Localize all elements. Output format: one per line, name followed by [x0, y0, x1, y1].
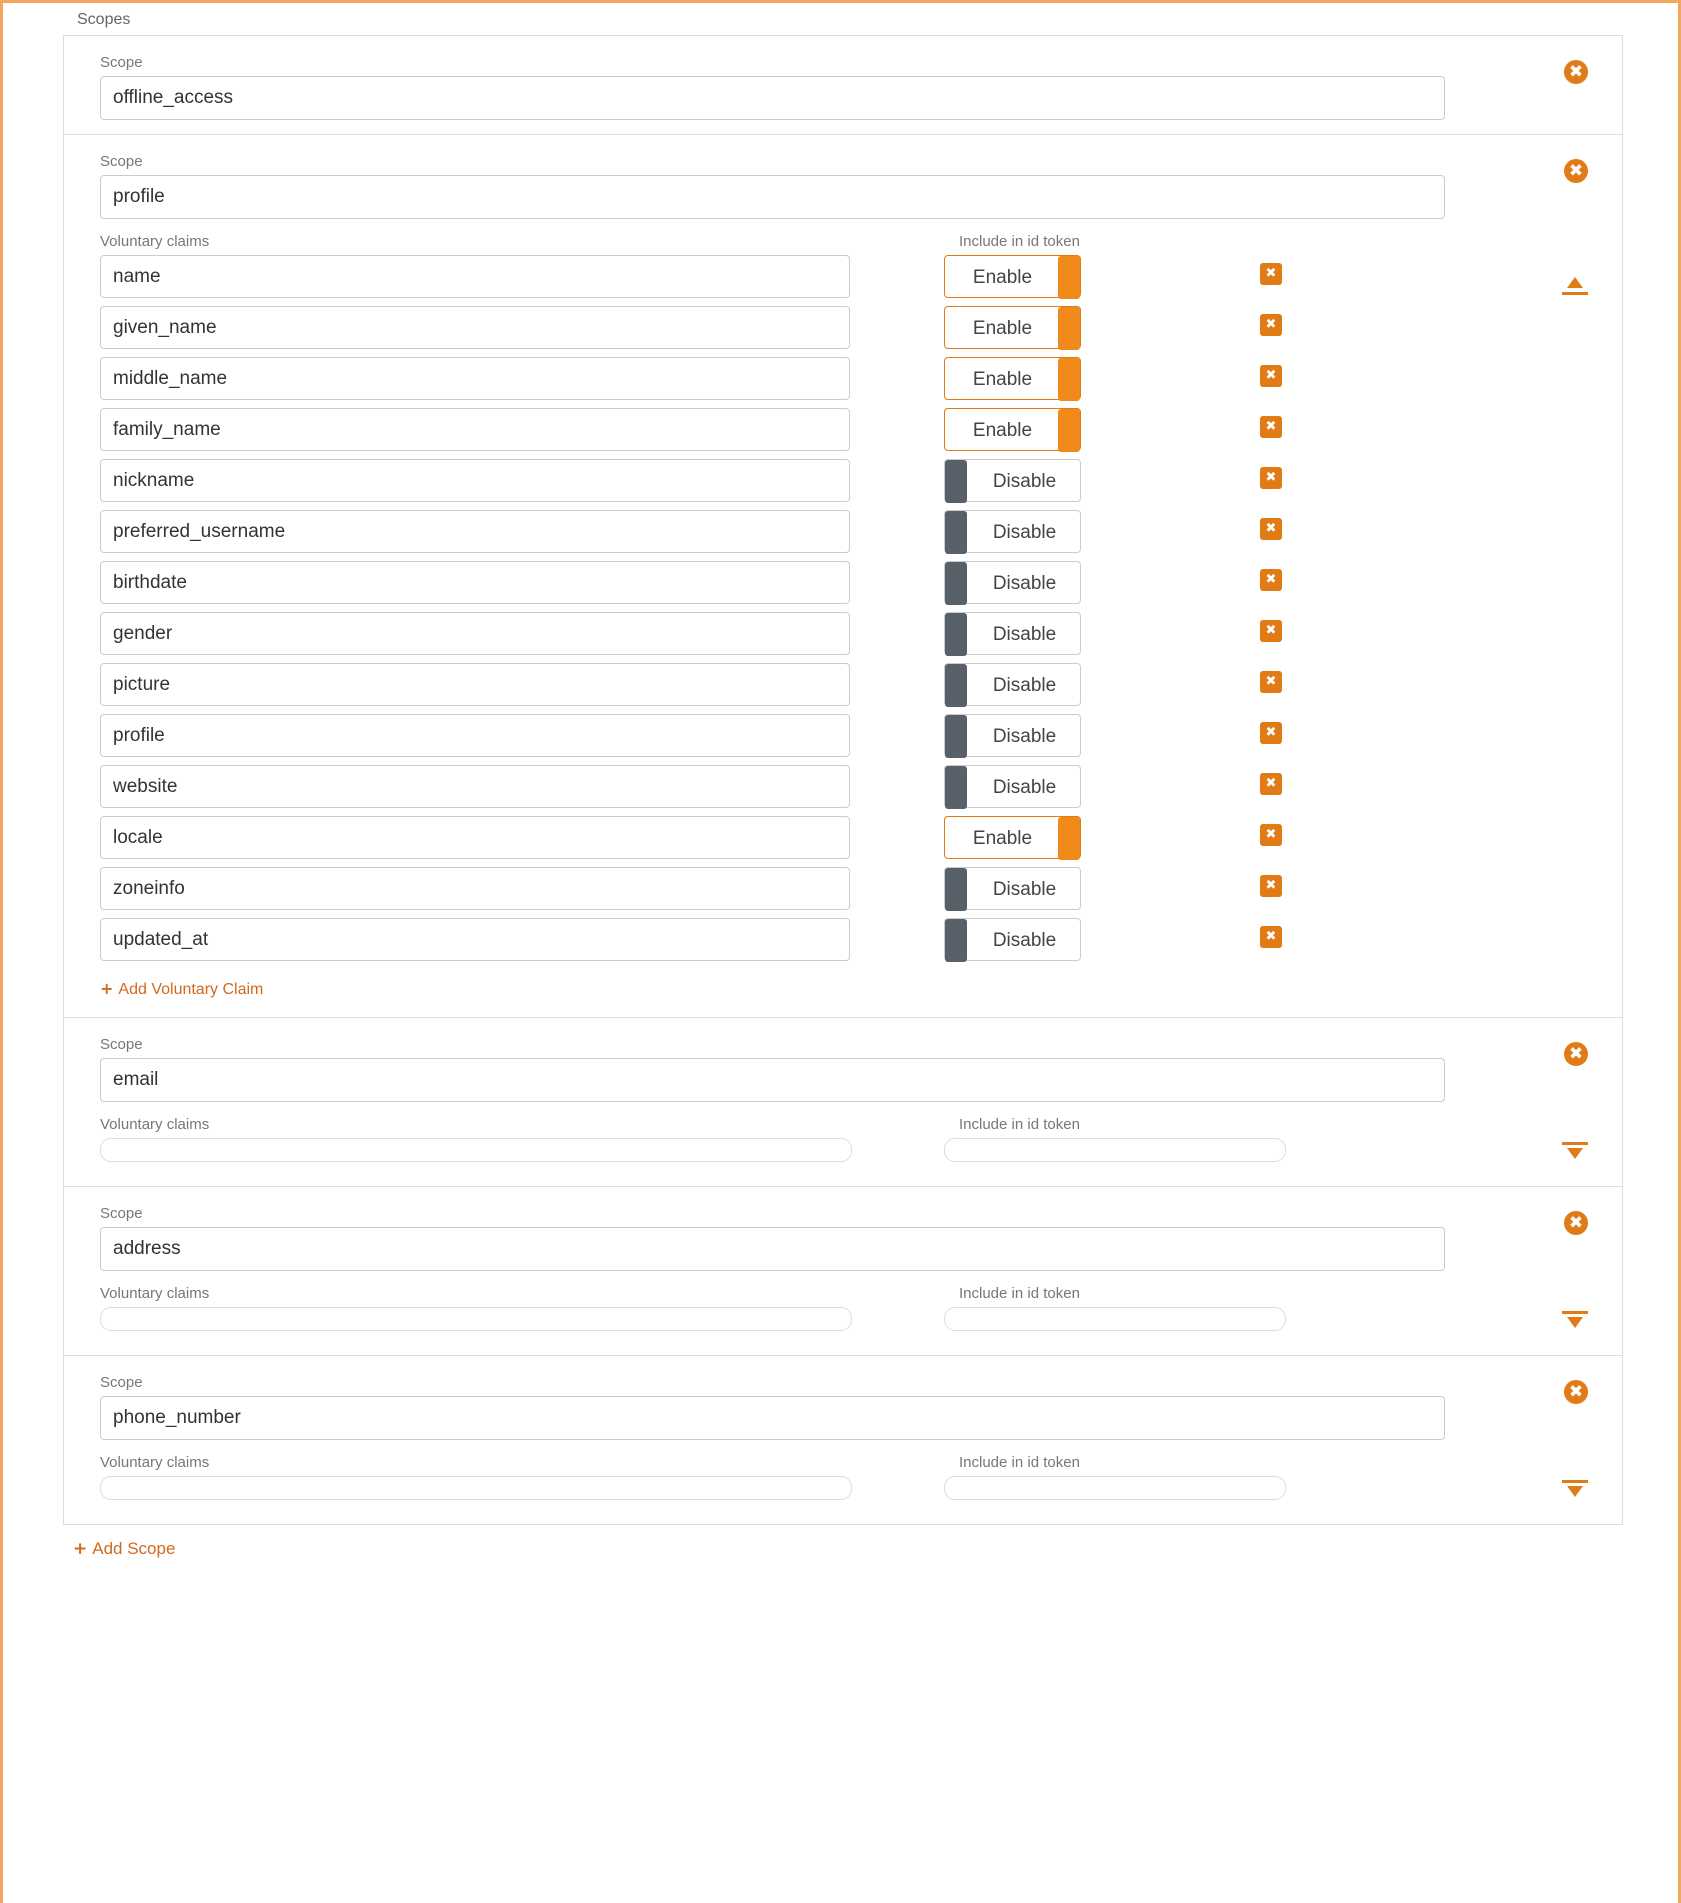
include-token-toggle[interactable]	[944, 867, 1081, 910]
claim-name-input[interactable]	[100, 255, 850, 298]
empty-claims-placeholder	[64, 1138, 1622, 1172]
voluntary-claims-label: Voluntary claims	[100, 1454, 210, 1471]
scopes-list	[63, 35, 1623, 1525]
empty-token-field	[944, 1476, 1286, 1500]
claim-row	[64, 561, 1622, 612]
scope-name-input[interactable]	[100, 1396, 1445, 1440]
claim-name-input[interactable]	[100, 714, 850, 757]
scopes-section-label: Scopes	[77, 11, 131, 28]
claim-row	[64, 510, 1622, 561]
claim-name-input[interactable]	[100, 510, 850, 553]
include-in-id-token-label: Include in id token	[959, 1454, 1080, 1471]
delete-claim-icon[interactable]: ✖	[1260, 722, 1282, 744]
toggle-label: Enable	[972, 267, 1033, 288]
scope-field-label: Scope	[100, 54, 143, 71]
toggle-knob	[1058, 256, 1080, 299]
toggle-label: Enable	[972, 369, 1033, 390]
claim-row	[64, 306, 1622, 357]
add-scope-button[interactable]	[73, 1539, 175, 1559]
delete-claim-icon[interactable]: ✖	[1260, 824, 1282, 846]
toggle-knob	[945, 511, 967, 554]
toggle-knob	[945, 919, 967, 962]
include-token-toggle[interactable]	[944, 459, 1081, 502]
toggle-label: Disable	[992, 624, 1057, 645]
claim-name-input[interactable]	[100, 816, 850, 859]
claim-name-input[interactable]	[100, 918, 850, 961]
include-in-id-token-label: Include in id token	[959, 1116, 1080, 1133]
toggle-knob	[945, 664, 967, 707]
toggle-label: Disable	[992, 573, 1057, 594]
include-in-id-token-label: Include in id token	[959, 1285, 1080, 1302]
include-token-toggle[interactable]	[944, 255, 1081, 298]
delete-claim-icon[interactable]: ✖	[1260, 314, 1282, 336]
voluntary-claims-label: Voluntary claims	[100, 233, 210, 250]
toggle-label: Disable	[992, 777, 1057, 798]
include-token-toggle[interactable]	[944, 306, 1081, 349]
include-token-toggle[interactable]	[944, 663, 1081, 706]
toggle-label: Enable	[972, 828, 1033, 849]
claim-row	[64, 408, 1622, 459]
add-scope-label: Add Scope	[92, 1539, 176, 1558]
add-voluntary-claim-button[interactable]	[100, 979, 263, 999]
claim-row	[64, 663, 1622, 714]
scope-name-input[interactable]	[100, 1058, 1445, 1102]
scope-name-input[interactable]	[100, 1227, 1445, 1271]
empty-token-field	[944, 1138, 1286, 1162]
scope-name-input[interactable]	[100, 76, 1445, 120]
delete-claim-icon[interactable]: ✖	[1260, 671, 1282, 693]
claim-row	[64, 816, 1622, 867]
remove-scope-icon[interactable]: ✖	[1564, 1042, 1588, 1066]
claim-name-input[interactable]	[100, 408, 850, 451]
scope-field-label: Scope	[100, 1036, 143, 1053]
claim-name-input[interactable]	[100, 561, 850, 604]
toggle-knob	[945, 613, 967, 656]
claim-name-input[interactable]	[100, 765, 850, 808]
remove-scope-icon[interactable]: ✖	[1564, 1380, 1588, 1404]
delete-claim-icon[interactable]: ✖	[1260, 569, 1282, 591]
scope-field-label: Scope	[100, 1205, 143, 1222]
voluntary-claims-label: Voluntary claims	[100, 1116, 210, 1133]
plus-icon: +	[73, 1539, 88, 1559]
delete-claim-icon[interactable]: ✖	[1260, 926, 1282, 948]
claim-row	[64, 867, 1622, 918]
claims-header	[64, 1454, 1622, 1476]
claim-name-input[interactable]	[100, 357, 850, 400]
include-token-toggle[interactable]	[944, 510, 1081, 553]
scopes-section	[63, 3, 1623, 1559]
delete-claim-icon[interactable]: ✖	[1260, 620, 1282, 642]
claim-row	[64, 255, 1622, 306]
include-token-toggle[interactable]	[944, 612, 1081, 655]
delete-claim-icon[interactable]: ✖	[1260, 875, 1282, 897]
toggle-knob	[1058, 307, 1080, 350]
delete-claim-icon[interactable]: ✖	[1260, 416, 1282, 438]
delete-claim-icon[interactable]: ✖	[1260, 365, 1282, 387]
empty-claims-placeholder	[64, 1476, 1622, 1510]
toggle-label: Disable	[992, 879, 1057, 900]
scope-name-input[interactable]	[100, 175, 1445, 219]
remove-scope-icon[interactable]: ✖	[1564, 159, 1588, 183]
scope-field-label: Scope	[100, 153, 143, 170]
claims-header	[64, 1285, 1622, 1307]
claim-name-input[interactable]	[100, 663, 850, 706]
claim-row	[64, 918, 1622, 969]
claim-name-input[interactable]	[100, 612, 850, 655]
claim-row	[64, 714, 1622, 765]
claim-row	[64, 459, 1622, 510]
delete-claim-icon[interactable]: ✖	[1260, 518, 1282, 540]
claim-row	[64, 357, 1622, 408]
empty-claims-placeholder	[64, 1307, 1622, 1341]
include-token-toggle[interactable]	[944, 357, 1081, 400]
claim-name-input[interactable]	[100, 867, 850, 910]
toggle-knob	[945, 715, 967, 758]
add-voluntary-claim-label: Add Voluntary Claim	[118, 981, 264, 998]
include-in-id-token-label: Include in id token	[959, 233, 1080, 250]
claim-row	[64, 612, 1622, 663]
scope-card	[64, 1187, 1622, 1356]
voluntary-claims-label: Voluntary claims	[100, 1285, 210, 1302]
toggle-knob	[945, 766, 967, 809]
toggle-label: Disable	[992, 675, 1057, 696]
toggle-label: Disable	[992, 726, 1057, 747]
include-token-toggle[interactable]	[944, 816, 1081, 859]
empty-token-field	[944, 1307, 1286, 1331]
toggle-label: Enable	[972, 420, 1033, 441]
toggle-knob	[1058, 409, 1080, 452]
remove-scope-icon[interactable]: ✖	[1564, 60, 1588, 84]
toggle-label: Disable	[992, 522, 1057, 543]
claim-name-input[interactable]	[100, 306, 850, 349]
delete-claim-icon[interactable]: ✖	[1260, 773, 1282, 795]
include-token-toggle[interactable]	[944, 561, 1081, 604]
scope-card	[64, 1018, 1622, 1187]
toggle-label: Disable	[992, 930, 1057, 951]
empty-claim-field	[100, 1138, 852, 1162]
toggle-knob	[945, 868, 967, 911]
claims-header	[64, 233, 1622, 255]
include-token-toggle[interactable]	[944, 918, 1081, 961]
toggle-knob	[945, 562, 967, 605]
plus-icon: +	[100, 979, 114, 998]
delete-claim-icon[interactable]: ✖	[1260, 467, 1282, 489]
empty-claim-field	[100, 1476, 852, 1500]
toggle-label: Disable	[992, 471, 1057, 492]
toggle-label: Enable	[972, 318, 1033, 339]
empty-claim-field	[100, 1307, 852, 1331]
include-token-toggle[interactable]	[944, 765, 1081, 808]
remove-scope-icon[interactable]: ✖	[1564, 1211, 1588, 1235]
scope-field-label: Scope	[100, 1374, 143, 1391]
toggle-knob	[945, 460, 967, 503]
scope-card	[64, 36, 1622, 135]
claim-row	[64, 765, 1622, 816]
toggle-knob	[1058, 358, 1080, 401]
claim-name-input[interactable]	[100, 459, 850, 502]
delete-claim-icon[interactable]: ✖	[1260, 263, 1282, 285]
scope-card	[64, 135, 1622, 1018]
include-token-toggle[interactable]	[944, 714, 1081, 757]
scope-card	[64, 1356, 1622, 1524]
toggle-knob	[1058, 817, 1080, 860]
claims-header	[64, 1116, 1622, 1138]
include-token-toggle[interactable]	[944, 408, 1081, 451]
